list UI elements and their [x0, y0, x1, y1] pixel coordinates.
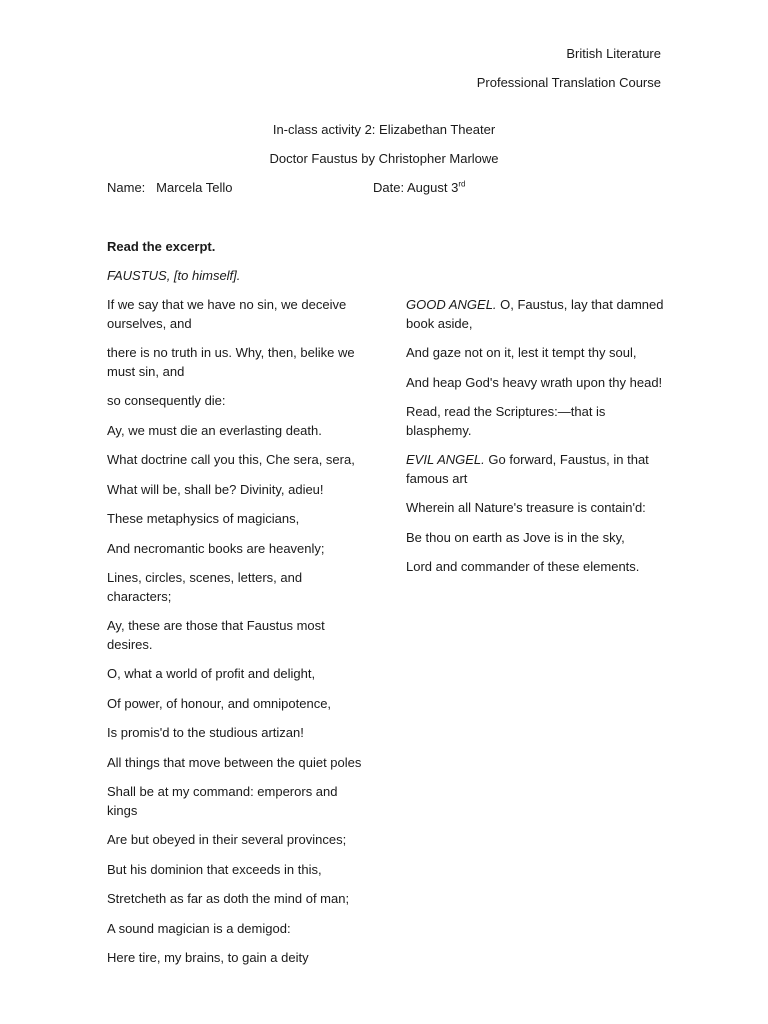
verse-line: And necromantic books are heavenly;	[107, 540, 325, 556]
verse-line: And gaze not on it, lest it tempt thy soul,	[406, 345, 637, 360]
verse-line: If we say that we have no sin, we deceive ourselves, and	[107, 297, 347, 331]
date-label: Date:	[373, 180, 405, 195]
verse-line: All things that move between the quiet poles	[107, 754, 362, 770]
faustus-speech	[107, 296, 367, 979]
course-title: British Literature	[566, 46, 661, 61]
verse-line: Lines, circles, scenes, letters, and characters;	[107, 570, 303, 604]
verse-line: there is no truth in us. Why, then, belike we must sin, and	[107, 345, 355, 379]
evil-angel-speaker: EVIL ANGEL.	[406, 452, 485, 467]
activity-title: In-class activity 2: Elizabethan Theater	[272, 122, 496, 137]
verse-line: Read, read the Scriptures:—that is blasphemy.	[406, 404, 606, 438]
verse-line: What doctrine call you this, Che sera, sera,	[107, 452, 355, 467]
verse-line: Are but obeyed in their several provinces;	[107, 832, 347, 847]
verse-line: so consequently die:	[107, 393, 226, 408]
verse-line: What will be, shall be? Divinity, adieu!	[107, 481, 324, 497]
verse-line: GOOD ANGEL. O, Faustus, lay that damned book aside,	[406, 297, 664, 331]
verse-line: Shall be at my command: emperors and kings	[107, 784, 338, 818]
verse-line: Ay, we must die an everlasting death.	[107, 422, 322, 438]
verse-line: Is promis'd to the studious artizan!	[107, 725, 304, 740]
good-angel-speaker: GOOD ANGEL.	[406, 297, 497, 312]
date-suffix: rd	[458, 179, 466, 189]
work-title: Doctor Faustus by Christopher Marlowe	[269, 151, 499, 166]
verse-line: Be thou on earth as Jove is in the sky,	[406, 529, 625, 545]
verse-line: Lord and commander of these elements.	[406, 559, 640, 574]
date-value: August 3	[406, 180, 459, 195]
verse-line: Ay, these are those that Faustus most desires.	[107, 618, 325, 652]
angels-dialogue	[406, 296, 668, 588]
verse-line: EVIL ANGEL. Go forward, Faustus, in that famous art	[406, 452, 649, 486]
date-field	[373, 179, 465, 197]
student-name	[107, 179, 233, 197]
name-label: Name:	[107, 180, 146, 195]
verse-line: Of power, of honour, and omnipotence,	[107, 695, 332, 711]
verse-line: Wherein all Nature's treasure is contain'd:	[406, 500, 646, 515]
verse-line: O, what a world of profit and delight,	[107, 666, 316, 681]
verse-line: Stretcheth as far as doth the mind of man;	[107, 891, 350, 906]
verse-line: And heap God's heavy wrath upon thy head!	[406, 374, 663, 390]
verse-line: These metaphysics of magicians,	[107, 511, 300, 526]
verse-line: Here tire, my brains, to gain a deity	[107, 950, 309, 965]
program-title: Professional Translation Course	[476, 75, 661, 90]
name-value: Marcela Tello	[156, 180, 233, 195]
instruction-heading: Read the excerpt.	[107, 239, 216, 254]
verse-line: But his dominion that exceeds in this,	[107, 861, 322, 877]
verse-line: A sound magician is a demigod:	[107, 920, 291, 936]
name-date-row	[107, 179, 667, 197]
faustus-speaker: FAUSTUS, [to himself].	[107, 268, 241, 283]
